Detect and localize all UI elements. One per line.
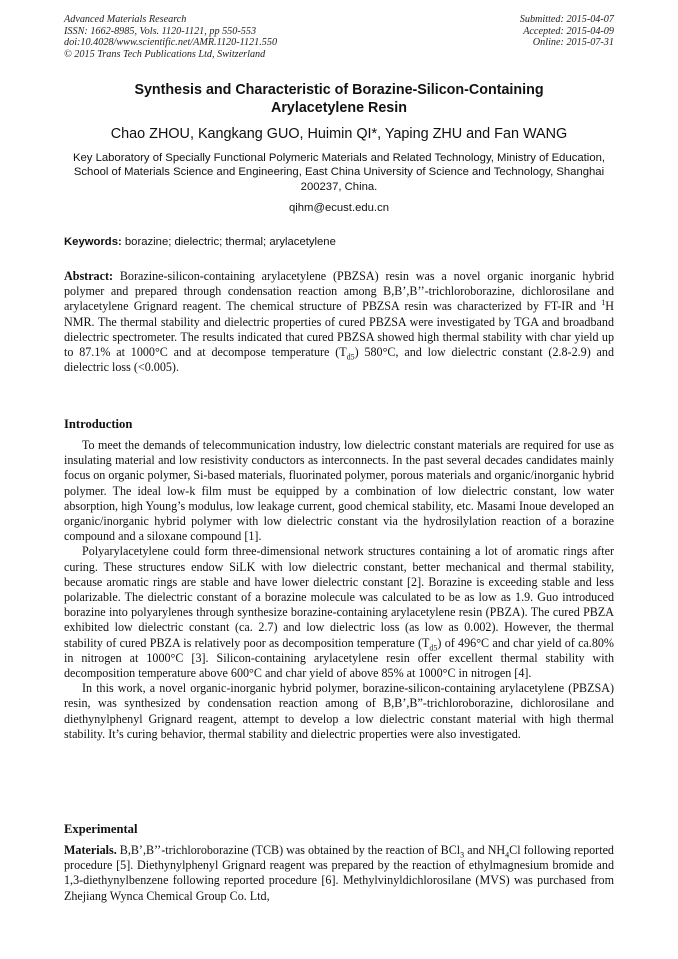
- publication-dates: [520, 14, 614, 49]
- intro-paragraph-2-text-a: Polyarylacetylene could form three-dimensional network structures containing a lot of aromatic rings after curing. These structures endow SiLK with low dielectric constant, better mechanical and thermal stability, because aromatic rings are stable and have lower dielectric constant [2]. Borazine is exceeding stable and less polarizable. The dielectric constant of a borazine molecule was calculated to be as low as 1.9. Guo introduced borazine into polyarylenes through synthesize borazine-containing arylacetylene resin (PBZA). The cured PBZA exhibited low dielectric constant (ca. 2.7) and low dielectric loss (as low as 0.002). However, the thermal stability of cured PBZA is relatively poor as decomposition temperature (T: [64, 544, 614, 650]
- title-line-1: Synthesis and Characteristic of Borazine-Silicon-Containing: [134, 82, 544, 98]
- journal-name: Advanced Materials Research: [64, 14, 187, 25]
- nmr-superscript: 1: [601, 298, 606, 308]
- materials-label: Materials.: [64, 843, 117, 857]
- paper-title: [64, 82, 614, 117]
- intro-paragraph-1: To meet the demands of telecommunication industry, low dielectric constant materials are required for use as insulating material and low resistivity conductors as interconnects. In the past several decades candidates mainly focus on organic polymer, Si-based materials, fluorinated polymer, porous materials and organic/inorganic hybrid polymer. The ideal low-k film must be equipped by a combination of low dielectric constant, low water absorption, high Young’s modulus, low leakage current, good chemical stability, etc. Masami Inoue developed an organic/inorganic hybrid polymer with low dielectric constant via the hydrosilylation reaction of a borazine compound and a siloxane compound [1].: [64, 438, 614, 544]
- intro-paragraph-3: In this work, a novel organic-inorganic hybrid polymer, borazine-silicon-containing arylacetylene (PBZSA) resin, was synthesized by condensation reaction among of B,B’,B”-trichloroborazine, dichlorosilane and diethynylphenyl Grignard reagent, attempt to develop a low dielectric constant material with high thermal stability. It’s curing behavior, thermal stability and dielectric properties were also investigated.: [64, 681, 614, 741]
- td5-subscript: d5: [346, 352, 355, 362]
- keywords: [64, 235, 614, 249]
- author-list: Chao ZHOU, Kangkang GUO, Huimin QI*, Yaping ZHU and Fan WANG: [110, 126, 568, 142]
- experimental-heading: Experimental: [64, 822, 138, 836]
- accepted-date: Accepted: 2015-04-09: [523, 25, 614, 37]
- td5-subscript-intro: d5: [429, 643, 438, 653]
- materials-text-3: Cl following reported procedure [5]. Diethynylphenyl Grignard reagent was prepared by the reaction of ethylmagnesium bromide and 1,3-diethynylbenzene following reported procedure [6]. Methylvinyldichlorosilane (MVS) was purchased from Zhejiang Wynca Chemical Group Co. Ltd,: [64, 843, 614, 903]
- materials-text-2: and NH: [464, 843, 506, 857]
- issn-line: ISSN: 1662-8985, Vols. 1120-1121, pp 550-553: [64, 25, 257, 37]
- online-date: Online: 2015-07-31: [532, 37, 614, 49]
- bcl3-subscript: 3: [460, 850, 465, 860]
- materials-text-1: B,B’,B’’-trichloroborazine (TCB) was obtained by the reaction of BCl: [116, 843, 461, 857]
- affiliation: Key Laboratory of Specially Functional Polymeric Materials and Related Technology, Ministry of Education, School of Materials Science and Engineering, East China University of Science and Technology, Shanghai 200237, China.: [72, 152, 606, 193]
- intro-paragraph-2-text-b: ) of 496°C and char yield of ca.80% in nitrogen at 1000°C [3]. Silicon-containing arylacetylene resin offer excellent thermal stability with decomposition temperature above 600°C and char yield of above 85% at 1000°C in nitrogen [4].: [64, 635, 614, 681]
- abstract-text-3: ) 580°C, and low dielectric constant (2.8-2.9) and dielectric loss (<0.005).: [64, 345, 614, 375]
- doi-line: doi:10.4028/www.scientific.net/AMR.1120-1121.550: [64, 37, 278, 49]
- introduction-heading: Introduction: [64, 417, 133, 431]
- copyright-line: © 2015 Trans Tech Publications Ltd, Switzerland: [64, 48, 266, 60]
- abstract-label: Abstract:: [64, 269, 114, 283]
- title-line-2: Arylacetylene Resin: [271, 99, 407, 116]
- journal-info: [64, 14, 277, 60]
- abstract-text-2: H NMR. The thermal stability and dielectric properties of cured PBZSA were investigated by TGA and broadband dielectric spectrometer. The results indicated that cured PBZSA showed high thermal stability with char yield up to 87.1% at 1000°C and at decompose temperature (T: [64, 299, 614, 360]
- keywords-text: borazine; dielectric; thermal; arylacetylene: [121, 236, 336, 248]
- corresponding-email: qihm@ecust.edu.cn: [288, 202, 389, 214]
- introduction-body: [64, 438, 614, 742]
- nh4cl-subscript: 4: [505, 850, 510, 860]
- intro-paragraph-2: [64, 544, 614, 681]
- experimental-body: [64, 843, 614, 904]
- keywords-label: Keywords:: [64, 236, 122, 248]
- abstract: [64, 269, 614, 375]
- submitted-date: Submitted: 2015-04-07: [519, 14, 614, 25]
- abstract-text-1: Borazine-silicon-containing arylacetylene (PBZSA) resin was a novel organic inorganic hybrid polymer and prepared through condensation reaction among B,B’,B’’-trichloroborazine, dichlorosilane and arylacetylene Grignard reagent. The chemical structure of PBZSA resin was characterized by FT-IR and: [64, 269, 614, 314]
